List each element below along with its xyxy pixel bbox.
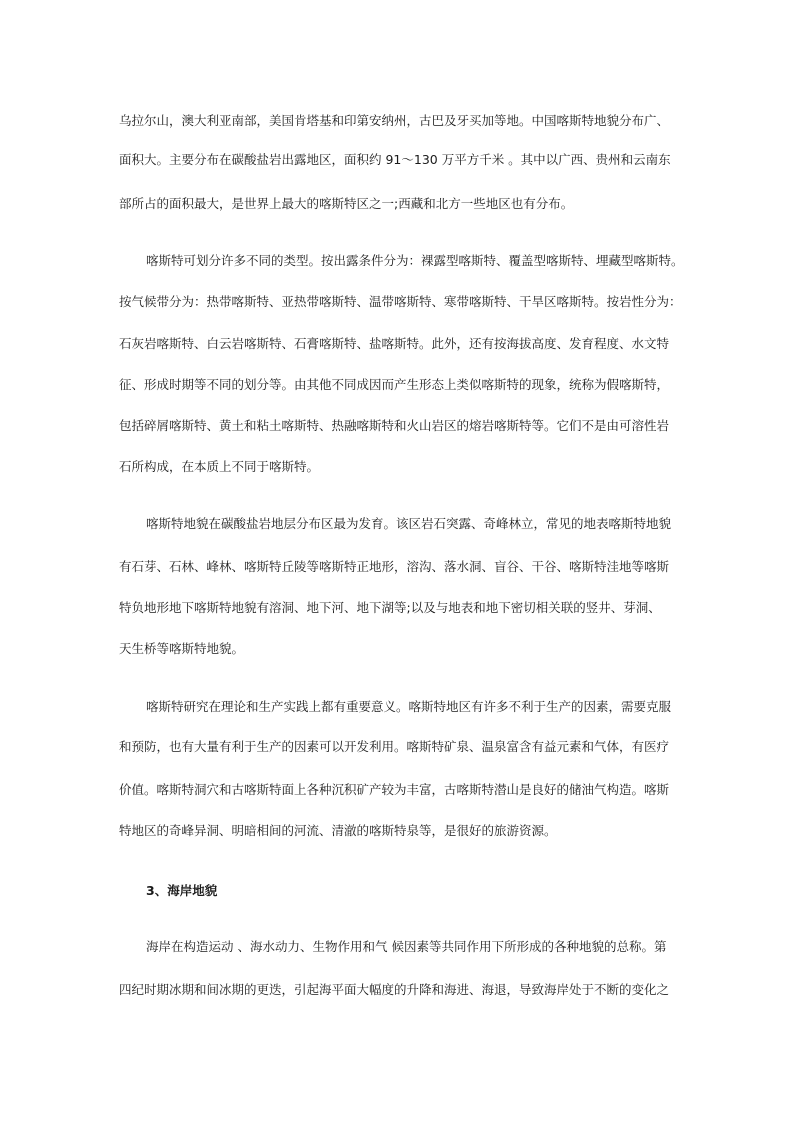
- paragraph-1-line-1: 乌拉尔山，澳大利亚南部，美国肯塔基和印第安纳州，古巴及牙买加等地。中国喀斯特地貌分布广、: [119, 113, 670, 128]
- paragraph-4-line-2: 和预防，也有大量有利于生产的因素可以开发利用。喀斯特矿泉、温泉富含有益元素和气体，有医疗: [119, 739, 670, 754]
- paragraph-3-line-1: 喀斯特地貌在碳酸盐岩地层分布区最为发育。该区岩石突露、奇峰林立，常见的地表喀斯特地貌: [146, 516, 672, 531]
- paragraph-4-line-1: 喀斯特研究在理论和生产实践上都有重要意义。喀斯特地区有许多不利于生产的因素，需要克服: [146, 699, 672, 714]
- final-paragraph-line-2: 四纪时期冰期和间冰期的更迭，引起海平面大幅度的升降和海进、海退，导致海岸处于不断的变化之: [119, 982, 670, 997]
- paragraph-2-line-2: 按气候带分为：热带喀斯特、亚热带喀斯特、温带喀斯特、寒带喀斯特、干旱区喀斯特。按岩性分为：: [119, 294, 682, 309]
- paragraph-4-line-3: 价值。喀斯特洞穴和古喀斯特面上各种沉积矿产较为丰富，古喀斯特潜山是良好的储油气构造。喀斯: [119, 782, 670, 797]
- paragraph-3-line-3: 特负地形地下喀斯特地貌有溶洞、地下河、地下湖等;以及与地表和地下密切相关联的竖井、芽洞、: [119, 600, 661, 615]
- paragraph-2-line-1: 喀斯特可划分许多不同的类型。按出露条件分为：裸露型喀斯特、覆盖型喀斯特、埋藏型喀斯特。: [146, 253, 684, 268]
- paragraph-2-line-6: 石所构成，在本质上不同于喀斯特。: [119, 459, 320, 474]
- paragraph-3-line-2: 有石芽、石林、峰林、喀斯特丘陵等喀斯特正地形，溶沟、落水洞、盲谷、干谷、喀斯特洼地等喀斯: [119, 559, 670, 574]
- paragraph-3-line-4: 天生桥等喀斯特地貌。: [119, 641, 245, 656]
- final-paragraph-line-1: 海岸在构造运动 、海水动力、生物作用和气 候因素等共同作用下所形成的各种地貌的总称。第: [146, 939, 667, 954]
- section-heading: 3、海岸地貌: [146, 883, 218, 898]
- paragraph-1-line-2: 面积大。主要分布在碳酸盐岩出露地区，面积约 91～130 万平方千米 。其中以广西、贵州和云南东: [119, 152, 671, 167]
- paragraph-2-line-4: 征、形成时期等不同的划分等。由其他不同成因而产生形态上类似喀斯特的现象，统称为假喀斯特，: [119, 377, 670, 392]
- paragraph-2-line-3: 石灰岩喀斯特、白云岩喀斯特、石膏喀斯特、盐喀斯特。此外，还有按海拔高度、发育程度、水文特: [119, 336, 670, 351]
- paragraph-2-line-5: 包括碎屑喀斯特、黄土和粘土喀斯特、热融喀斯特和火山岩区的熔岩喀斯特等。它们不是由可溶性岩: [119, 418, 670, 433]
- paragraph-1-line-3: 部所占的面积最大，是世界上最大的喀斯特区之一;西藏和北方一些地区也有分布。: [119, 196, 574, 211]
- paragraph-4-line-4: 特地区的奇峰异洞、明暗相间的河流、清澈的喀斯特泉等，是很好的旅游资源。: [119, 823, 557, 838]
